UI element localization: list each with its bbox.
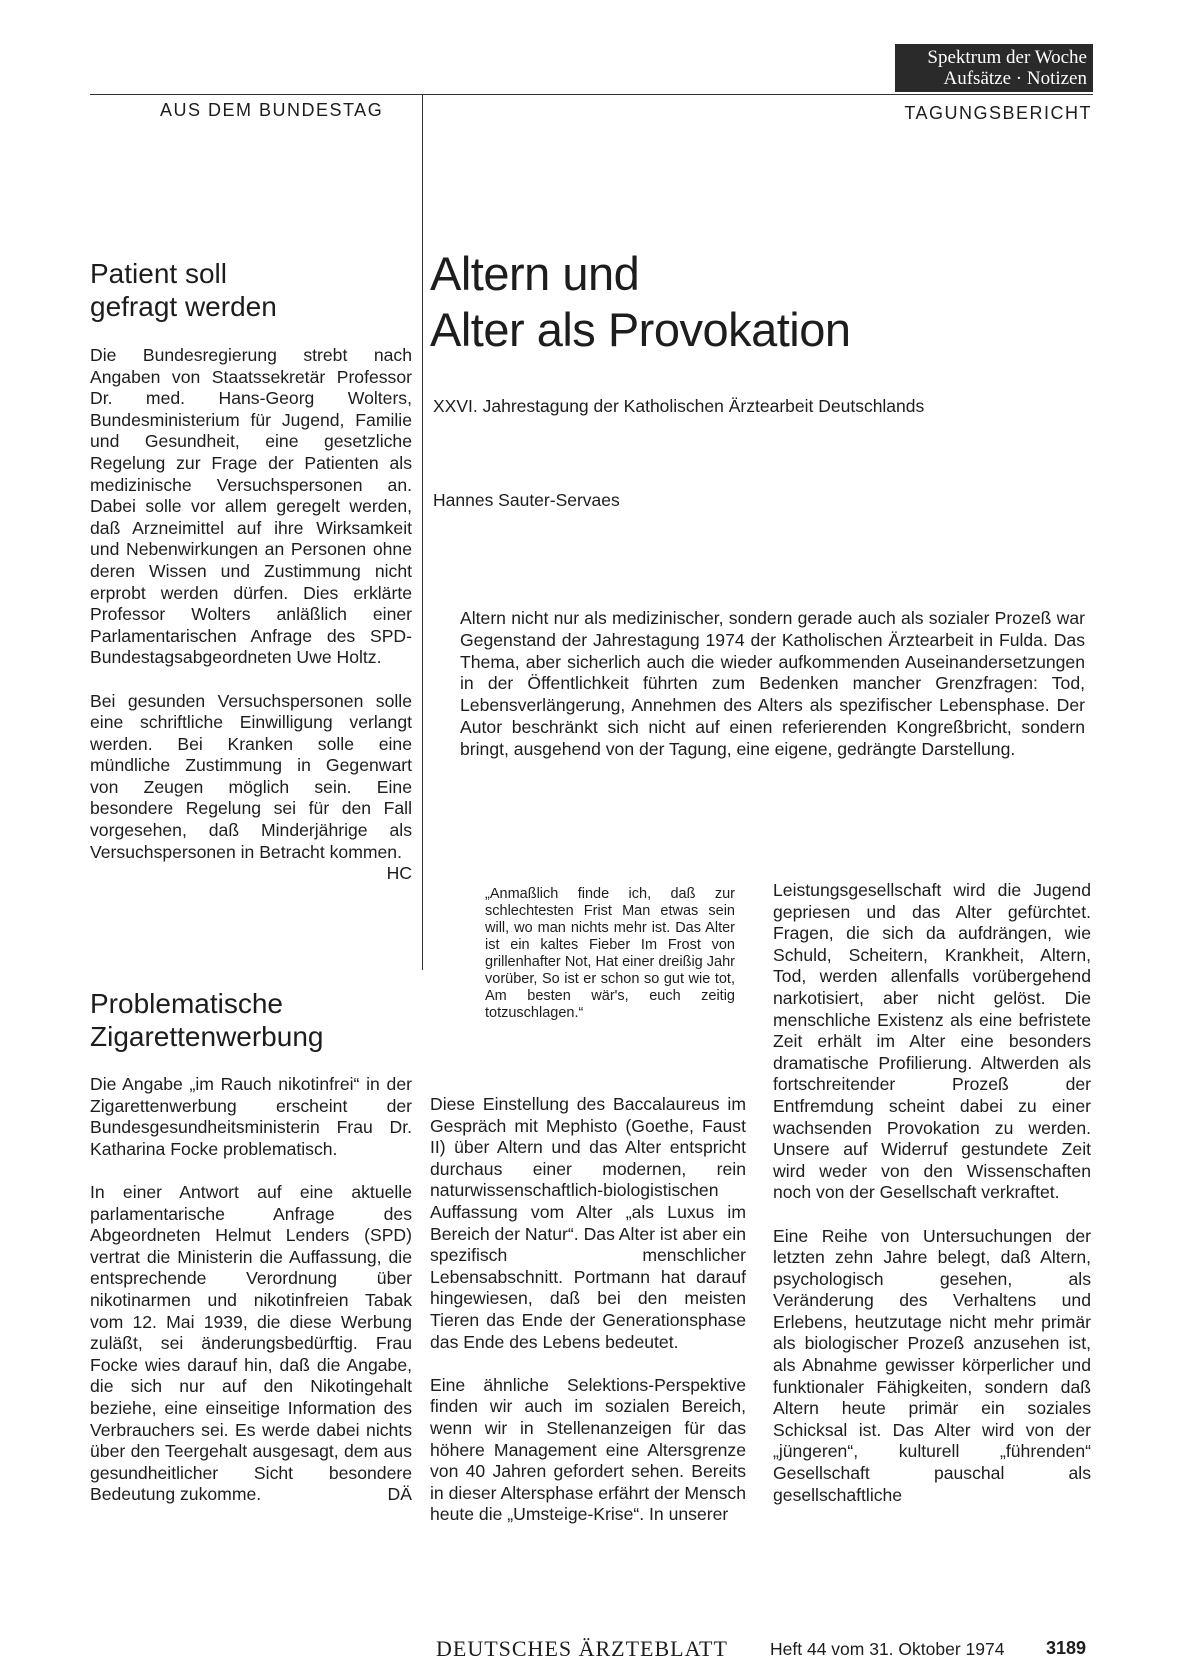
main-author: Hannes Sauter-Servaes bbox=[433, 490, 620, 510]
header-rule bbox=[90, 94, 1093, 95]
goethe-quote: „Anmaßlich finde ich, daß zur schlechtesten Frist Man etwas sein will, wo man nichts mehr ist. Das Alter ist ein kaltes Fieber Im Frost von grillenhafter Not, Hat einer dreißig Jahr vorüber, So ist er schon so gut wie tot, Am besten wär's, euch zeitig totzuschlagen.“ bbox=[485, 886, 735, 1021]
article-paragraph: Diese Einstellung des Baccalaureus im Gespräch mit Mephisto (Goethe, Faust II) über Altern und das Alter entspricht durchaus einer modernen, rein naturwissenschaftlich-biologistischen Auffassung vom Alter „als Luxus im Bereich der Natur“. Das Alter ist aber ein spezifisch menschlicher Lebensabschnitt. Portmann hat darauf hingewiesen, daß bei den meisten Tieren das Ende der Generationsphase das Ende des Lebens bedeutet. bbox=[430, 1094, 746, 1352]
section-label-right: TAGUNGSBERICHT bbox=[904, 103, 1092, 123]
article-title-line-2: Zigarettenwerbung bbox=[90, 1021, 324, 1052]
badge-line-1: Spektrum der Woche bbox=[927, 47, 1087, 68]
article-title bbox=[90, 257, 412, 323]
article-zigarettenwerbung bbox=[90, 987, 412, 1053]
article-patient-body bbox=[90, 345, 412, 885]
article-title-line-1: Patient soll bbox=[90, 258, 227, 289]
article-paragraph bbox=[90, 1182, 412, 1506]
article-paragraph: Leistungsgesellschaft wird die Jugend gepriesen und das Alter gefürchtet. Fragen, die sich da aufdrängen, wie Schuld, Scheitern, Krankheit, Altern, Tod, werden allenfalls vorübergehend narkotisiert, aber nicht gelöst. Die menschliche Existenz als eine befristete Zeit erhält im Alter eine besonders dramatische Profilierung. Altwerden als fortschreitender Prozeß der Entfremdung scheint dabei zu einer wachsenden Provokation zu werden. Unsere auf Widerruf gestundete Zeit wird weder von den Wissenschaften noch von der Gesellschaft verkraftet. bbox=[773, 880, 1091, 1203]
article-paragraph-text: In einer Antwort auf eine aktuelle parlamentarische Anfrage des Abgeordneten Helmut Lenders (SPD) vertrat die Ministerin die Auffassung, die entsprechende Verordnung über nikotinarmen und nikotinfreien Tabak vom 12. Mai 1939, die diese Werbung zuläßt, sei änderungsbedürftig. Frau Focke wies darauf hin, daß die Angabe, die sich nur auf den Nikotingehalt beziehe, eine einseitige Information des Verbrauchers sei. Es werde dabei nichts über den Teergehalt ausgesagt, dem aus gesundheitlicher Sicht besondere Bedeutung zukomme. bbox=[90, 1181, 412, 1505]
article-paragraph: Die Bundesregierung strebt nach Angaben von Staatssekretär Professor Dr. med. Hans-Georg Wolters, Bundesministerium für Jugend, Familie und Gesundheit, eine gesetzliche Regelung zur Frage der Patienten als medizinische Versuchspersonen an. Dabei solle vor allem geregelt werden, daß Arzneimittel auf ihre Wirksamkeit und Nebenwirkungen an Personen ohne deren Wissen und Zustimmung nicht erprobt werden dürfen. Dies erklärte Professor Wolters anläßlich einer Parlamentarischen Anfrage des SPD-Bundestagsabgeordneten Uwe Holtz. bbox=[90, 345, 412, 668]
article-title-line-1: Problematische bbox=[90, 988, 283, 1019]
main-title-line-1: Altern und bbox=[430, 247, 640, 300]
main-title-line-2: Alter als Provokation bbox=[430, 303, 851, 356]
issue-info: Heft 44 vom 31. Oktober 1974 bbox=[770, 1639, 1005, 1659]
article-patient-soll bbox=[90, 257, 412, 323]
article-title-line-2: gefragt werden bbox=[90, 291, 277, 322]
article-signature: HC bbox=[386, 863, 412, 884]
column-divider bbox=[422, 94, 423, 970]
article-zigaretten-body bbox=[90, 1074, 412, 1506]
article-paragraph bbox=[90, 690, 412, 884]
page-number: 3189 bbox=[1046, 1638, 1087, 1658]
main-subtitle: XXVI. Jahrestagung der Katholischen Ärztearbeit Deutschlands bbox=[433, 396, 925, 416]
section-label-left: AUS DEM BUNDESTAG bbox=[160, 100, 384, 120]
main-column-2 bbox=[773, 880, 1091, 1506]
main-article-title bbox=[430, 246, 1090, 358]
badge-line-2: Aufsätze · Notizen bbox=[943, 68, 1087, 89]
article-paragraph: Eine ähnliche Selektions-Perspektive finden wir auch im sozialen Bereich, wenn wir in Stellenanzeigen für das höhere Management eine Altersgrenze von 40 Jahren gefordert sehen. Bereits in dieser Altersphase erfährt der Mensch heute die „Umsteige-Krise“. In unserer bbox=[430, 1374, 746, 1525]
article-paragraph-text: Bei gesunden Versuchspersonen solle eine schriftliche Einwilligung verlangt werden. Bei Kranken solle eine mündliche Zustimmung in Gegenwart von Zeugen möglich sein. Eine besondere Regelung sei für den Fall vorgesehen, daß Minderjährige als Versuchspersonen in Betracht kommen. bbox=[90, 690, 412, 862]
section-badge bbox=[895, 44, 1093, 92]
publication-name: DEUTSCHES ÄRZTEBLATT bbox=[436, 1636, 728, 1661]
article-paragraph: Eine Reihe von Untersuchungen der letzten zehn Jahre belegt, daß Altern, psychologisch gesehen, als Veränderung des Verhaltens und Erlebens, heutzutage nicht mehr primär als biologischer Prozeß anzusehen ist, als Abnahme gewisser körperlicher und funktionaler Fähigkeiten, sondern daß Altern heute primär ein soziales Schicksal ist. Das Alter wird von der „jüngeren“, kulturell „führenden“ Gesellschaft pauschal als gesellschaftliche bbox=[773, 1225, 1091, 1505]
main-title bbox=[430, 246, 1090, 358]
article-signature: DÄ bbox=[387, 1484, 412, 1505]
main-abstract: Altern nicht nur als medizinischer, sondern gerade auch als sozialer Prozeß war Gegenstand der Jahrestagung 1974 der Katholischen Ärztearbeit in Fulda. Das Thema, aber sicherlich auch die wieder aufkommenden Auseinandersetzungen in der Öffentlichkeit führten zum Bedenken mancher Grenzfragen: Tod, Lebensverlängerung, Annehmen des Alters als spezifischer Lebensphase. Der Autor beschränkt sich nicht auf einen referierenden Kongreßbricht, sondern bringt, ausgehend von der Tagung, eine eigene, gedrängte Darstellung. bbox=[460, 608, 1085, 759]
article-paragraph: Die Angabe „im Rauch nikotinfrei“ in der Zigarettenwerbung erscheint der Bundesgesundheitsministerin Frau Dr. Katharina Focke problematisch. bbox=[90, 1074, 412, 1159]
main-column-1 bbox=[430, 1094, 746, 1526]
article-title bbox=[90, 987, 412, 1053]
